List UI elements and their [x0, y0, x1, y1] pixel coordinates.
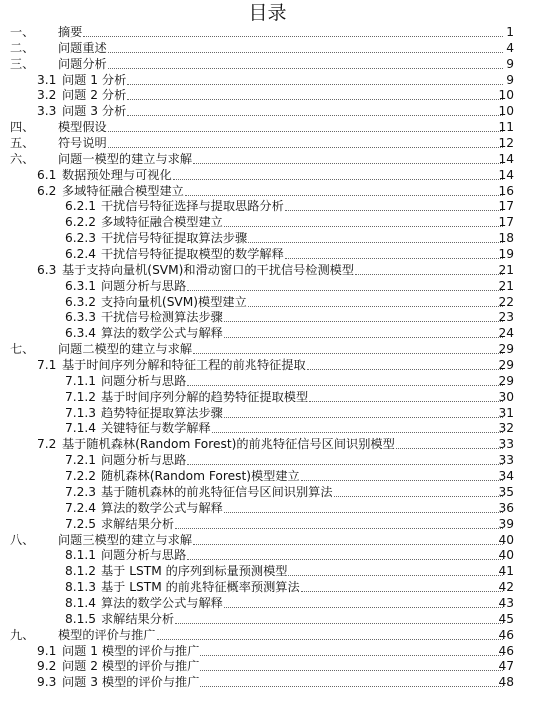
toc-entry-title: 摘要 — [58, 25, 83, 39]
toc-entry[interactable] — [0, 628, 535, 644]
toc-entry-number: 7.1 — [37, 358, 57, 373]
toc-leader-dots — [175, 623, 503, 624]
toc-leader-dots — [224, 512, 503, 513]
toc-entry-title: 问题三模型的建立与求解 — [58, 532, 193, 547]
toc-leader-dots — [187, 464, 503, 465]
toc-entry-number: 6.2.2 — [65, 215, 97, 230]
toc-entry-number: 三、 — [10, 56, 35, 71]
toc-entry-title: 问题分析 — [58, 56, 107, 71]
toc-entry[interactable] — [0, 73, 535, 89]
toc-entry-title: 算法的数学公式与解释 — [101, 326, 223, 341]
toc-entry[interactable] — [0, 41, 535, 57]
toc-leader-dots — [285, 210, 503, 211]
toc-entry-title: 干扰信号特征选择与提取思路分析 — [101, 199, 284, 214]
toc-leader-dots — [175, 528, 503, 529]
toc-entry-number: 8.1.3 — [65, 580, 97, 595]
toc-leader-dots — [200, 655, 503, 656]
toc-entry[interactable] — [0, 390, 535, 406]
toc-entry-number: 七、 — [10, 342, 35, 357]
toc-entry[interactable] — [0, 57, 535, 73]
toc-entry-page: 33 — [498, 453, 514, 468]
toc-entry[interactable] — [0, 612, 535, 628]
toc-entry-title: 关键特征与数学解释 — [101, 421, 211, 436]
toc-entry-number: 6.2 — [37, 183, 57, 198]
toc-leader-dots — [301, 591, 503, 592]
toc-entry[interactable] — [0, 485, 535, 501]
toc-entry[interactable] — [0, 675, 535, 691]
toc-entry-title: 多域特征融合模型建立 — [62, 183, 184, 198]
toc-entry-title: 数据预处理与可视化 — [62, 167, 172, 182]
toc-leader-dots — [334, 496, 503, 497]
toc-entry-number: 7.2 — [37, 437, 57, 452]
toc-entry-title: 算法的数学公式与解释 — [101, 595, 223, 610]
toc-entry-number: 7.1.4 — [65, 421, 97, 436]
toc-entry-page: 18 — [498, 231, 514, 246]
toc-entry-number: 9.3 — [37, 675, 57, 690]
toc-entry-title: 问题 2 模型的评价与推广 — [62, 659, 200, 674]
toc-entry-number: 6.3 — [37, 262, 57, 277]
toc-entry[interactable] — [0, 659, 535, 675]
toc-entry[interactable] — [0, 310, 535, 326]
toc-entry-number: 6.3.2 — [65, 294, 97, 309]
toc-entry-number: 二、 — [10, 40, 35, 55]
toc-entry-title: 基于时间序列分解的趋势特征提取模型 — [101, 389, 309, 404]
toc-entry-number: 7.2.4 — [65, 500, 97, 515]
toc-entry-page: 46 — [498, 643, 514, 658]
toc-entry[interactable] — [0, 199, 535, 215]
toc-entry-page: 29 — [498, 358, 514, 373]
toc-entry-title: 基于 LSTM 的序列到标量预测模型 — [101, 564, 288, 579]
toc-entry-page: 39 — [498, 516, 514, 531]
toc-entry[interactable] — [0, 374, 535, 390]
toc-leader-dots — [200, 670, 503, 671]
toc-entry-page: 31 — [498, 405, 514, 420]
toc-leader-dots — [187, 290, 503, 291]
toc-entry-number: 7.1.2 — [65, 389, 97, 404]
toc-entry[interactable] — [0, 437, 535, 453]
toc-leader-dots — [127, 84, 503, 85]
toc-entry[interactable] — [0, 501, 535, 517]
toc-entry[interactable] — [0, 88, 535, 104]
toc-entry[interactable] — [0, 564, 535, 580]
toc-entry-number: 8.1.5 — [65, 611, 97, 626]
toc-entry-page: 46 — [498, 627, 514, 642]
toc-entry-page: 14 — [498, 151, 514, 166]
toc-leader-dots — [288, 575, 503, 576]
toc-entry-title: 求解结果分析 — [101, 611, 175, 626]
toc-entry-number: 6.3.4 — [65, 326, 97, 341]
toc-entry-page: 17 — [498, 215, 514, 230]
toc-entry-page: 40 — [498, 548, 514, 563]
toc-entry-title: 基于随机森林(Random Forest)的前兆特征信号区间识别模型 — [62, 437, 395, 452]
toc-leader-dots — [224, 337, 503, 338]
toc-leader-dots — [173, 179, 503, 180]
toc-entry-title: 符号说明 — [58, 136, 107, 151]
toc-entry-number: 7.2.3 — [65, 484, 97, 499]
toc-entry[interactable] — [0, 184, 535, 200]
toc-entry-title: 问题 1 模型的评价与推广 — [62, 643, 200, 658]
toc-entry-page: 14 — [498, 167, 514, 182]
toc-entry[interactable] — [0, 215, 535, 231]
toc-entry-number: 6.2.4 — [65, 247, 97, 262]
toc-entry-page: 40 — [498, 532, 514, 547]
toc-entry[interactable] — [0, 358, 535, 374]
toc-entry-number: 8.1.4 — [65, 595, 97, 610]
toc-leader-dots — [108, 147, 503, 148]
toc-leader-dots — [248, 242, 503, 243]
toc-entry-title: 干扰信号特征提取算法步骤 — [101, 231, 248, 246]
toc-entry-page: 10 — [498, 104, 514, 119]
toc-entry-number: 7.1.1 — [65, 373, 97, 388]
toc-entry-title: 干扰信号检测算法步骤 — [101, 310, 223, 325]
toc-entry-number: 五、 — [10, 136, 35, 151]
toc-entry-title: 基于时间序列分解和特征工程的前兆特征提取 — [62, 358, 306, 373]
toc-entry-page: 30 — [498, 389, 514, 404]
toc-leader-dots — [108, 131, 503, 132]
toc-entry-title: 问题分析与思路 — [101, 453, 187, 468]
toc-entry-title: 问题分析与思路 — [101, 548, 187, 563]
toc-entry-number: 3.2 — [37, 88, 57, 103]
toc-entry-number: 8.1.2 — [65, 564, 97, 579]
toc-entry-title: 算法的数学公式与解释 — [101, 500, 223, 515]
toc-leader-dots — [157, 639, 503, 640]
toc-entry-page: 16 — [498, 183, 514, 198]
toc-entry-title: 求解结果分析 — [101, 516, 175, 531]
toc-entry[interactable] — [0, 517, 535, 533]
toc-leader-dots — [187, 385, 503, 386]
toc-entry-page: 29 — [498, 342, 514, 357]
toc-entry[interactable] — [0, 120, 535, 136]
toc-leader-dots — [307, 369, 503, 370]
toc-entry[interactable] — [0, 453, 535, 469]
toc-entry-page: 9 — [506, 72, 514, 87]
toc-entry-title: 随机森林(Random Forest)模型建立 — [101, 469, 300, 484]
toc-entry[interactable] — [0, 247, 535, 263]
toc-entry-title: 问题 3 模型的评价与推广 — [62, 675, 200, 690]
toc-leader-dots — [224, 417, 503, 418]
toc-entry-number: 7.2.1 — [65, 453, 97, 468]
toc-entry-number: 9.2 — [37, 659, 57, 674]
toc-entry[interactable] — [0, 421, 535, 437]
toc-leader-dots — [108, 52, 503, 53]
toc-entry[interactable] — [0, 342, 535, 358]
toc-entry-number: 6.1 — [37, 167, 57, 182]
toc-entry-number: 9.1 — [37, 643, 57, 658]
toc-entry-number: 6.3.3 — [65, 310, 97, 325]
toc-entry-number: 8.1.1 — [65, 548, 97, 563]
toc-leader-dots — [200, 686, 503, 687]
toc-entry[interactable] — [0, 152, 535, 168]
toc-entry-number: 八、 — [10, 532, 35, 547]
toc-entry-title: 问题 1 分析 — [62, 72, 127, 87]
toc-entry[interactable] — [0, 263, 535, 279]
toc-entry-page: 48 — [498, 675, 514, 690]
toc-entry-title: 基于支持向量机(SVM)和滑动窗口的干扰信号检测模型 — [62, 262, 355, 277]
toc-leader-dots — [187, 559, 503, 560]
toc-entry-number: 四、 — [10, 120, 35, 135]
toc-entry[interactable] — [0, 104, 535, 120]
toc-entry-page: 47 — [498, 659, 514, 674]
toc-leader-dots — [193, 163, 503, 164]
toc-entry[interactable] — [0, 136, 535, 152]
toc-leader-dots — [127, 99, 503, 100]
toc-entry-title: 问题二模型的建立与求解 — [58, 342, 193, 357]
toc-entry-title: 基于 LSTM 的前兆特征概率预测算法 — [101, 580, 300, 595]
toc-entry-page: 36 — [498, 500, 514, 515]
toc-leader-dots — [127, 115, 503, 116]
toc-entry-page: 12 — [498, 136, 514, 151]
toc-title: 目录 — [248, 2, 287, 24]
toc-leader-dots — [212, 432, 503, 433]
toc-entry-title: 模型假设 — [58, 120, 107, 135]
toc-entry-page: 17 — [498, 199, 514, 214]
toc-entry-page: 35 — [498, 484, 514, 499]
toc-entry-number: 3.3 — [37, 104, 57, 119]
toc-entry-page: 21 — [498, 278, 514, 293]
toc-entry-page: 45 — [498, 611, 514, 626]
toc-entry-title: 问题分析与思路 — [101, 373, 187, 388]
toc-entry-number: 一、 — [10, 25, 35, 39]
toc-entry-page: 41 — [498, 564, 514, 579]
toc-entry[interactable] — [0, 25, 535, 41]
toc-entry[interactable] — [0, 469, 535, 485]
toc-entry-page: 33 — [498, 437, 514, 452]
toc-entry-title: 干扰信号特征提取模型的数学解释 — [101, 247, 284, 262]
toc-entry-number: 6.2.3 — [65, 231, 97, 246]
toc-entry[interactable] — [0, 644, 535, 660]
toc-entry-title: 基于随机森林的前兆特征信号区间识别算法 — [101, 484, 333, 499]
toc-entry-page: 42 — [498, 580, 514, 595]
toc-entry-number: 7.2.2 — [65, 469, 97, 484]
toc-entry[interactable] — [0, 326, 535, 342]
toc-entry-page: 34 — [498, 469, 514, 484]
toc-entry-title: 问题 2 分析 — [62, 88, 127, 103]
toc-entry-page: 10 — [498, 88, 514, 103]
toc-leader-dots — [285, 258, 503, 259]
toc-entry-title: 趋势特征提取算法步骤 — [101, 405, 223, 420]
toc-entry[interactable] — [0, 596, 535, 612]
toc-entry[interactable] — [0, 168, 535, 184]
toc-leader-dots — [396, 448, 503, 449]
toc-entry[interactable] — [0, 279, 535, 295]
toc-entry-page: 22 — [498, 294, 514, 309]
toc-entry-page: 43 — [498, 595, 514, 610]
toc-entry-number: 6.3.1 — [65, 278, 97, 293]
toc-entry-title: 模型的评价与推广 — [58, 627, 156, 642]
toc-leader-dots — [185, 195, 503, 196]
toc-leader-dots — [83, 36, 503, 37]
toc-entry-title: 问题重述 — [58, 40, 107, 55]
toc-entry-number: 6.2.1 — [65, 199, 97, 214]
toc-entry-page: 29 — [498, 373, 514, 388]
toc-entry-number: 九、 — [10, 627, 35, 642]
toc-entry-page: 24 — [498, 326, 514, 341]
toc-entry-number: 7.1.3 — [65, 405, 97, 420]
toc-entry-page: 11 — [498, 120, 514, 135]
toc-leader-dots — [224, 321, 503, 322]
toc-entry-page: 1 — [506, 25, 514, 39]
toc-entry-title: 支持向量机(SVM)模型建立 — [101, 294, 247, 309]
table-of-contents — [0, 25, 535, 691]
toc-entry-page: 4 — [506, 40, 514, 55]
toc-leader-dots — [355, 274, 503, 275]
toc-leader-dots — [309, 401, 503, 402]
toc-entry-page: 9 — [506, 56, 514, 71]
toc-leader-dots — [301, 480, 503, 481]
toc-entry-number: 7.2.5 — [65, 516, 97, 531]
toc-leader-dots — [224, 607, 503, 608]
toc-entry[interactable] — [0, 231, 535, 247]
toc-entry-title: 问题一模型的建立与求解 — [58, 151, 193, 166]
toc-entry[interactable] — [0, 548, 535, 564]
toc-entry-page: 21 — [498, 262, 514, 277]
toc-leader-dots — [224, 226, 503, 227]
toc-entry[interactable] — [0, 580, 535, 596]
toc-entry-title: 多域特征融合模型建立 — [101, 215, 223, 230]
toc-entry[interactable] — [0, 406, 535, 422]
toc-entry-number: 3.1 — [37, 72, 57, 87]
toc-leader-dots — [108, 68, 503, 69]
toc-leader-dots — [193, 353, 503, 354]
toc-entry-title: 问题 3 分析 — [62, 104, 127, 119]
toc-leader-dots — [193, 544, 503, 545]
toc-entry-page: 32 — [498, 421, 514, 436]
toc-entry-page: 23 — [498, 310, 514, 325]
toc-entry[interactable] — [0, 295, 535, 311]
toc-entry-page: 19 — [498, 247, 514, 262]
toc-entry[interactable] — [0, 533, 535, 549]
toc-leader-dots — [248, 306, 503, 307]
toc-entry-number: 六、 — [10, 151, 35, 166]
toc-entry-title: 问题分析与思路 — [101, 278, 187, 293]
